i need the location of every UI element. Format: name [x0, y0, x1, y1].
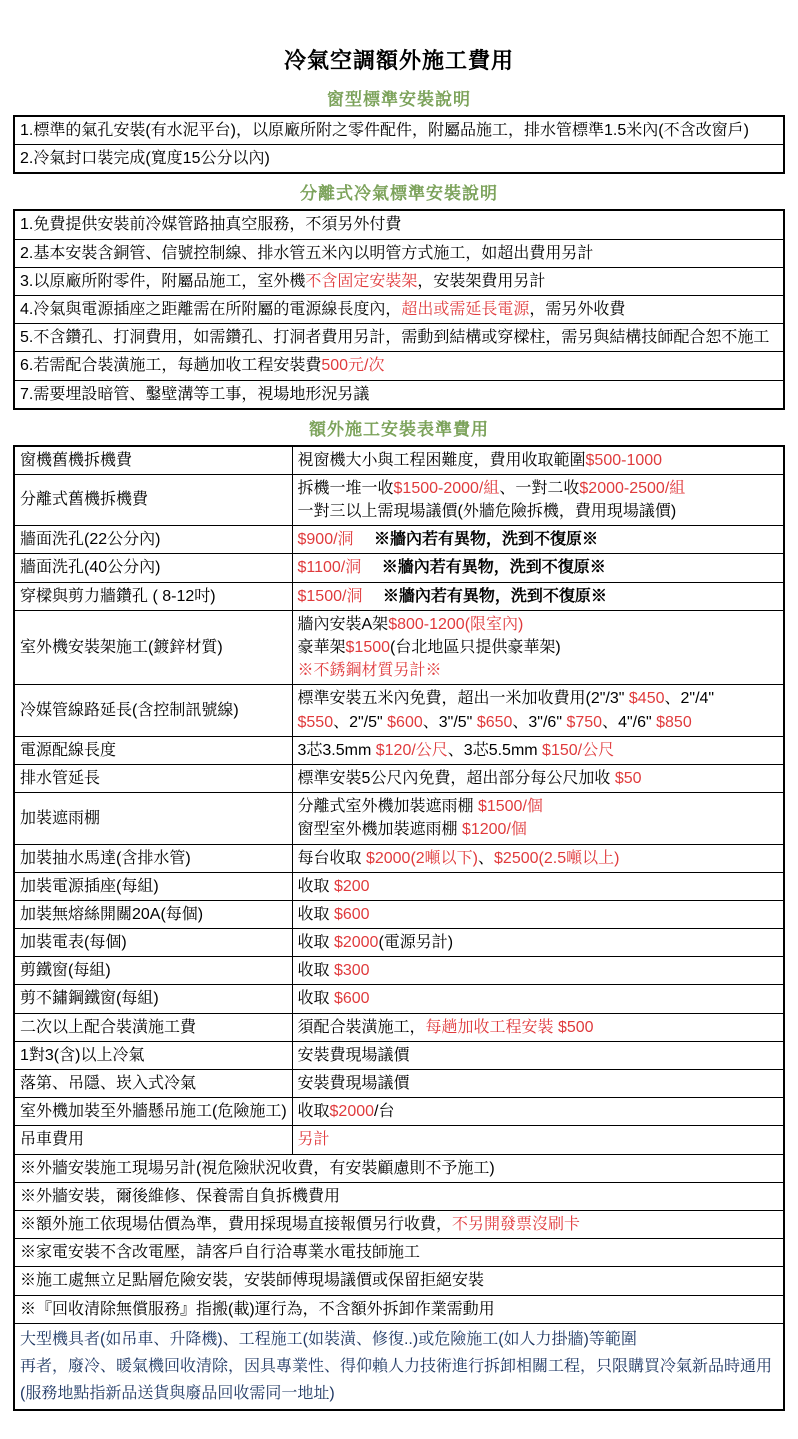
- text-segment: 、: [478, 849, 495, 867]
- fee-row: [14, 554, 784, 582]
- text-segment: 加裝抽水馬達(含排水管): [20, 849, 191, 867]
- fee-row: [14, 764, 784, 792]
- text-segment: 標準安裝5公尺內免費，超出部分每公尺加收: [297, 769, 615, 787]
- note-cell: [14, 1210, 784, 1238]
- fee-row-value: [292, 1070, 784, 1098]
- text-segment: ，需另外收費: [529, 300, 626, 318]
- note-row: [14, 1154, 784, 1182]
- fee-row-label: [14, 610, 292, 685]
- text-segment: ※外牆安裝，爾後維修、保養需自負拆機費用: [20, 1187, 341, 1205]
- text-segment: 6.若需配合裝潢施工，每趟加收工程安裝費: [20, 357, 322, 375]
- footer-row: [14, 1323, 784, 1410]
- fee-row-value: [292, 736, 784, 764]
- note-row: [14, 1182, 784, 1210]
- extra-fees-table: [13, 445, 785, 1412]
- text-segment: 收取: [297, 905, 334, 923]
- text-segment: (服務地點指新品送貨與廢品回收需同一地址): [20, 1385, 335, 1403]
- value-line: [298, 500, 779, 523]
- text-segment: $2000: [329, 1103, 375, 1121]
- text-segment: 加裝無熔絲開關20A(每個): [20, 905, 204, 923]
- text-segment: 、4"/6": [602, 713, 657, 731]
- text-segment: ※外牆安裝施工現場另計(視危險狀況收費，有安裝顧慮則不予施工): [20, 1159, 495, 1177]
- table-row: [14, 380, 784, 409]
- fee-row-value: [292, 1126, 784, 1154]
- window-install-table: [13, 115, 785, 174]
- text-segment: ※牆內若有異物，洗到不復原※: [382, 587, 607, 605]
- text-segment: $1500/洞: [297, 587, 363, 605]
- value-line: [298, 659, 779, 682]
- text-segment: 1.免費提供安裝前冷媒管路抽真空服務，不須另外付費: [20, 216, 402, 234]
- text-segment: 每台收取: [297, 849, 366, 867]
- table-row: [14, 116, 784, 145]
- text-segment: $550: [297, 713, 334, 731]
- fee-row: [14, 474, 784, 525]
- value-line: [298, 1072, 779, 1095]
- text-segment: $120/公尺: [375, 741, 448, 759]
- text-segment: $50: [614, 769, 642, 787]
- text-segment: ※不銹鋼材質另計※: [297, 662, 442, 680]
- table-cell: [14, 116, 784, 145]
- table-row: [14, 352, 784, 380]
- table-row: [14, 239, 784, 267]
- text-segment: $600: [333, 905, 370, 923]
- fee-row-label: [14, 1126, 292, 1154]
- text-segment: $2000-2500/組: [579, 479, 686, 497]
- text-segment: 3芯3.5mm: [297, 741, 376, 759]
- text-segment: 窗機舊機拆機費: [20, 451, 133, 469]
- fee-row: [14, 736, 784, 764]
- text-segment: 分離式室外機加裝遮雨棚: [297, 798, 478, 816]
- fee-row: [14, 929, 784, 957]
- fee-row-label: [14, 764, 292, 792]
- fee-row-value: [292, 1041, 784, 1069]
- text-segment: 分離式舊機拆機費: [20, 491, 149, 509]
- text-segment: 牆面洗孔(22公分內): [20, 531, 161, 549]
- note-cell: [14, 1182, 784, 1210]
- text-segment: ※牆內若有異物，洗到不復原※: [374, 531, 599, 549]
- text-segment: $800-1200(限室內): [388, 615, 524, 633]
- fee-row-value: [292, 446, 784, 475]
- split-install-table: [13, 209, 785, 409]
- value-line: [20, 1353, 778, 1380]
- section-heading-split-install: 分離式冷氣標準安裝說明: [300, 184, 498, 204]
- text-segment: 每趟加收工程安裝 $500: [425, 1018, 594, 1036]
- value-line: [298, 903, 779, 926]
- text-segment: 另計: [297, 1131, 330, 1149]
- text-segment: (台北地區只提供豪華架): [390, 639, 561, 656]
- text-segment: 收取: [297, 990, 334, 1008]
- text-segment: 2.基本安裝含銅管、信號控制線、排水管五米內以明管方式施工，如超出費用另計: [20, 244, 594, 262]
- fee-row-label: [14, 1070, 292, 1098]
- value-line: [298, 585, 779, 608]
- value-line: [298, 767, 779, 790]
- text-segment: 穿樑與剪力牆鑽孔 ( 8-12吋): [20, 587, 216, 605]
- fee-row: [14, 900, 784, 928]
- text-segment: 室外機安裝架施工(鍍鋅材質): [20, 639, 223, 656]
- text-segment: 二次以上配合裝潢施工費: [20, 1018, 197, 1036]
- fee-row-label: [14, 900, 292, 928]
- fee-row-label: [14, 582, 292, 610]
- text-segment: 一對三以上需現場議價(外牆危險拆機，費用現場議價): [297, 503, 677, 521]
- text-segment: 吊車費用: [20, 1131, 85, 1149]
- value-line: [298, 477, 779, 500]
- text-segment: $1500-2000/組: [393, 479, 500, 497]
- fee-row-value: [292, 985, 784, 1013]
- footer-cell: [14, 1323, 784, 1410]
- value-line: [298, 613, 779, 636]
- text-segment: 不另開發票沒刷卡: [452, 1215, 581, 1233]
- table-cell: [14, 324, 784, 352]
- value-line: [298, 556, 779, 579]
- table-row: [14, 210, 784, 239]
- table-cell: [14, 295, 784, 323]
- fee-row-value: [292, 582, 784, 610]
- text-segment: 大型機具者(如吊車、升降機)、工程施工(如裝潢、修復..)或危險施工(如人力掛牆)等範圍: [20, 1330, 637, 1348]
- text-segment: 5.不含鑽孔、打洞費用，如需鑽孔、打洞者費用另計，需動到結構或穿樑柱，需另與結構技師配合恕不施工: [20, 329, 770, 347]
- text-segment: ※牆內若有異物，洗到不復原※: [381, 559, 606, 577]
- value-line: [298, 959, 779, 982]
- text-segment: ，安裝架費用另計: [417, 272, 546, 290]
- value-line: [298, 818, 779, 841]
- text-segment: 再者，廢冷、暖氣機回收清除，因具專業性、得仰賴人力技術進行拆卸相關工程，只限購買冷氣新品時通用: [20, 1357, 773, 1375]
- text-segment: 500元/次: [321, 357, 385, 375]
- text-segment: 視窗機大小與工程困難度，費用收取範圍: [297, 451, 586, 469]
- fee-row-label: [14, 1041, 292, 1069]
- value-line: [20, 1380, 778, 1407]
- fee-row-label: [14, 793, 292, 844]
- text-segment: 標準安裝五米內免費，超出一米加收費用(2"/3": [297, 690, 629, 708]
- text-segment: 、3芯5.5mm: [447, 741, 543, 759]
- text-segment: 加裝遮雨棚: [20, 809, 101, 827]
- text-segment: $1500: [345, 639, 391, 656]
- table-cell: [14, 380, 784, 409]
- fee-row: [14, 1098, 784, 1126]
- table-row: [14, 267, 784, 295]
- text-segment: 牆內安裝A架: [297, 615, 389, 633]
- text-segment: 剪不鏽鋼鐵窗(每組): [20, 990, 159, 1008]
- value-line: [298, 687, 779, 710]
- table-cell: [14, 267, 784, 295]
- fee-row: [14, 793, 784, 844]
- fee-row: [14, 1070, 784, 1098]
- value-line: [20, 1326, 778, 1353]
- fee-row-label: [14, 985, 292, 1013]
- table-cell: [14, 239, 784, 267]
- value-line: [298, 1100, 779, 1123]
- fee-row-label: [14, 929, 292, 957]
- fee-row-value: [292, 872, 784, 900]
- fee-row: [14, 446, 784, 475]
- text-segment: $1100/洞: [297, 559, 362, 577]
- text-segment: 收取: [297, 934, 334, 952]
- text-segment: $150/公尺: [542, 741, 615, 759]
- fee-row-value: [292, 929, 784, 957]
- text-segment: $650: [476, 713, 513, 731]
- text-segment: 須配合裝潢施工，: [297, 1018, 426, 1036]
- text-segment: $450: [628, 690, 665, 708]
- fee-row: [14, 1126, 784, 1154]
- value-line: [298, 528, 779, 551]
- text-segment: $300: [333, 962, 370, 980]
- text-segment: $500-1000: [585, 451, 663, 469]
- text-segment: 、2"/4": [664, 690, 715, 708]
- fee-row: [14, 844, 784, 872]
- text-segment: 收取: [297, 1103, 330, 1121]
- value-line: [298, 795, 779, 818]
- fee-row-label: [14, 736, 292, 764]
- value-line: [298, 987, 779, 1010]
- note-row: [14, 1239, 784, 1267]
- text-segment: ※家電安裝不含改電壓，請客戶自行洽專業水電技師施工: [20, 1244, 421, 1262]
- text-segment: [354, 531, 374, 548]
- fee-row: [14, 957, 784, 985]
- text-segment: 加裝電表(每個): [20, 934, 127, 952]
- text-segment: ※額外施工依現場估價為準，費用採現場直接報價另行收費，: [20, 1215, 453, 1233]
- fee-row-value: [292, 844, 784, 872]
- fee-row: [14, 1013, 784, 1041]
- fee-row-label: [14, 957, 292, 985]
- text-segment: 1.標準的氣孔安裝(有水泥平台)，以原廠所附之零件配件，附屬品施工，排水管標準1.5米內(不含改窗戶): [20, 122, 749, 139]
- table-cell: [14, 210, 784, 239]
- fee-row-value: [292, 610, 784, 685]
- text-segment: $850: [656, 713, 692, 731]
- note-row: [14, 1295, 784, 1323]
- fee-row: [14, 1041, 784, 1069]
- fee-row-value: [292, 1013, 784, 1041]
- text-segment: 不含固定安裝架: [305, 272, 418, 290]
- text-segment: 加裝電源插座(每組): [20, 877, 159, 895]
- fee-row-value: [292, 685, 784, 736]
- fee-row: [14, 985, 784, 1013]
- text-segment: 1對3(含)以上冷氣: [20, 1046, 145, 1064]
- fee-row-label: [14, 1013, 292, 1041]
- note-cell: [14, 1267, 784, 1295]
- page-title: 冷氣空調額外施工費用: [283, 48, 514, 73]
- value-line: [298, 636, 779, 659]
- fee-row-label: [14, 526, 292, 554]
- fee-row: [14, 526, 784, 554]
- fee-row-value: [292, 474, 784, 525]
- text-segment: 落第、吊隱、崁入式冷氣: [20, 1075, 197, 1092]
- note-cell: [14, 1295, 784, 1323]
- section-heading-window-install: 窗型標準安裝說明: [327, 90, 471, 109]
- fee-row-label: [14, 844, 292, 872]
- fee-row-value: [292, 554, 784, 582]
- value-line: [298, 1128, 779, 1151]
- text-segment: 、2"/5": [333, 713, 388, 731]
- value-line: [298, 875, 779, 898]
- table-cell: [14, 145, 784, 174]
- text-segment: 排水管延長: [20, 769, 101, 787]
- text-segment: 冷媒管線路延長(含控制訊號線): [20, 701, 239, 719]
- note-cell: [14, 1154, 784, 1182]
- table-row: [14, 145, 784, 174]
- fee-row-value: [292, 900, 784, 928]
- fee-row-value: [292, 957, 784, 985]
- text-segment: $750: [566, 713, 603, 731]
- text-segment: $1200/個: [461, 821, 527, 839]
- text-segment: 2.冷氣封口裝完成(寬度15公分以內): [20, 150, 270, 168]
- text-segment: 室外機加裝至外牆懸吊施工(危險施工): [20, 1103, 287, 1121]
- text-segment: $2000(2噸以下): [365, 849, 479, 867]
- table-cell: [14, 352, 784, 380]
- text-segment: [361, 559, 381, 576]
- note-row: [14, 1210, 784, 1238]
- value-line: [298, 711, 779, 734]
- note-cell: [14, 1239, 784, 1267]
- text-segment: 拆機一堆一收: [297, 479, 394, 497]
- fee-row-label: [14, 446, 292, 475]
- text-segment: 安裝費現場議價: [297, 1046, 410, 1064]
- fee-row: [14, 872, 784, 900]
- fee-row: [14, 582, 784, 610]
- text-segment: 電源配線長度: [20, 741, 117, 759]
- fee-row: [14, 610, 784, 685]
- fee-row-label: [14, 1098, 292, 1126]
- fee-row: [14, 685, 784, 736]
- fee-row-label: [14, 554, 292, 582]
- text-segment: $1500/個: [477, 798, 543, 816]
- table-row: [14, 324, 784, 352]
- fee-row-label: [14, 474, 292, 525]
- text-segment: ※『回收清除無償服務』指搬(載)運行為，不含額外拆卸作業需動用: [20, 1300, 495, 1318]
- text-segment: 收取: [297, 962, 334, 980]
- value-line: [298, 1016, 779, 1039]
- text-segment: /台: [374, 1103, 395, 1121]
- text-segment: 、3"/6": [512, 713, 567, 731]
- value-line: [298, 449, 779, 472]
- note-row: [14, 1267, 784, 1295]
- text-segment: $600: [333, 990, 370, 1008]
- text-segment: 牆面洗孔(40公分內): [20, 559, 161, 577]
- value-line: [298, 1044, 779, 1067]
- fee-row-value: [292, 793, 784, 844]
- text-segment: 、3"/5": [422, 713, 477, 731]
- fee-row-value: [292, 526, 784, 554]
- value-line: [298, 931, 779, 954]
- text-segment: ※施工處無立足點層危險安裝，安裝師傅現場議價或保留拒絕安裝: [20, 1272, 485, 1290]
- text-segment: 超出或需延長電源: [401, 300, 530, 318]
- section-heading-extra-fees: 額外施工安裝表準費用: [309, 419, 489, 439]
- text-segment: 4.冷氣與電源插座之距離需在所附屬的電源線長度內，: [20, 300, 402, 318]
- text-segment: 豪華架: [297, 639, 346, 656]
- text-segment: $200: [333, 877, 370, 895]
- text-segment: [362, 588, 382, 605]
- text-segment: 窗型室外機加裝遮雨棚: [297, 821, 462, 839]
- text-segment: $2500(2.5噸以上): [494, 849, 620, 867]
- fee-row-label: [14, 872, 292, 900]
- value-line: [298, 739, 779, 762]
- text-segment: 7.需要埋設暗管、鑿壁溝等工事，視場地形況另議: [20, 385, 370, 403]
- text-segment: 3.以原廠所附零件，附屬品施工，室外機: [20, 272, 306, 290]
- table-row: [14, 295, 784, 323]
- text-segment: $2000: [333, 934, 379, 952]
- fee-row-value: [292, 1098, 784, 1126]
- text-segment: 、一對二收: [499, 479, 580, 497]
- text-segment: 安裝費現場議價: [297, 1075, 410, 1092]
- value-line: [298, 847, 779, 870]
- text-segment: $900/洞: [297, 531, 354, 549]
- fee-row-value: [292, 764, 784, 792]
- text-segment: $600: [387, 713, 423, 731]
- fee-row-label: [14, 685, 292, 736]
- text-segment: 收取: [297, 877, 334, 895]
- text-segment: 剪鐵窗(每組): [20, 962, 111, 980]
- text-segment: (電源另計): [378, 934, 454, 952]
